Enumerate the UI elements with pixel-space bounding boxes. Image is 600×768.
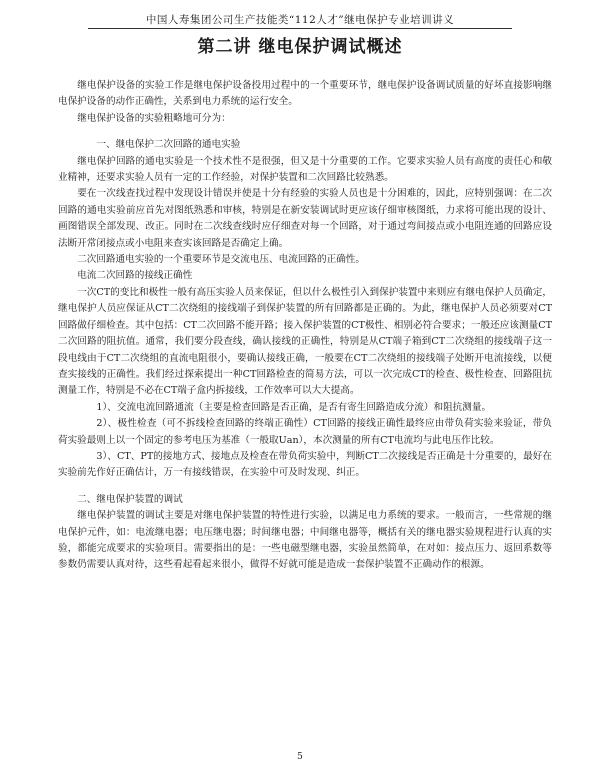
- body-text: [58, 78, 552, 574]
- paragraph: 一次CT的变比和极性一般有高压实验人员来保证，但以什么极性引入到保护装置中来则应有继电保护人员确定，继电保护人员应保证从CT二次绕组的接线端子到保护装置的所有回路都是正确的。为此，继电保护人员必须要对CT回路做仔细检查。其中包括：CT二次回路不能开路；接入保护装置的CT极性、相别必符合要求；一般还应该测量CT二次回路的阻抗值。通常，我们要分段查线，确认接线的正确性，特别是从CT端子箱到CT二次绕组的接线端子这一段电线由于CT二次绕组的直流电阻很小，要确认接线正确，一般要在CT二次绕组的接线端子处断开电流接线，以便查实接线的正确性。我们经过探索提出一种CT回路检查的简易方法，可以一次完成CT的检查、极性检查、回路阻抗测量工作，特别是不必在CT端子盒内拆接线，工作效率可以大大提高。: [58, 286, 552, 397]
- list-item: 1）、交流电流回路通流（主要是检查回路是否正确，是否有寄生回路造成分流）和阻抗测量。: [96, 401, 492, 413]
- page-title: 第二讲 继电保护调试概述: [197, 37, 403, 57]
- paragraph: 二次回路通电实验的一个重要环节是交流电压、电流回路的正确性。: [77, 254, 365, 266]
- subheading: 电流二次回路的接线正确性: [77, 270, 193, 282]
- intro-paragraph: 继电保护设备的实验粗略地可分为：: [77, 112, 231, 124]
- paragraph: 要在一次线查找过程中发现设计错误并使是十分有经验的实验人员也是十分困难的，因此，应特别强调：在二次回路的通电实验前应首先对图纸熟悉和审核，特别是在新安装调试时更应该仔细审核图纸，力求将可能出现的设计、画图错误全部发现、改正。同时在二次线查线时应仔细查对每一个回路，对于通过弯间接点或小电阻连通的回路应设法断开常闭接点或小电阻来查实该回路是否确定上确。: [58, 188, 552, 249]
- list-item: 3）、CT、PT的接地方式、接地点及检查在带负荷实验中，判断CT二次接线是否正确是十分重要的，最好在实验前先作好正确估计，万一有接线错误，在实验中可及时发现、纠正。: [58, 450, 552, 479]
- section-heading: 一、继电保护二次回路的通电实验: [96, 139, 241, 151]
- paragraph: 继电保护回路的通电实验是一个技术性不是很强，但又是十分重要的工作。它要求实验人员有高度的责任心和敬业精神，还要求实验人员有一定的工作经验，对保护装置和二次回路比较熟悉。: [58, 155, 552, 184]
- header-rule: [88, 28, 512, 29]
- page-number: 5: [297, 752, 303, 762]
- section-heading: 二、继电保护装置的调试: [77, 493, 183, 505]
- intro-paragraph: 继电保护设备的实验工作是继电保护设备投用过程中的一个重要环节，继电保护设备调试质量的好坏直接影响继电保护设备的动作正确性，关系到电力系统的运行安全。: [58, 80, 552, 108]
- list-item: 2）、极性检查（可不拆线检查回路的终端正确性）CT回路的接线正确性最终应由带负荷实验来验证，带负荷实验最则上以一个固定的参考电压为基准（一般取Uan），本次测量的所有CT电流均与此电压作比较。: [58, 418, 552, 446]
- running-header: 中国人寿集团公司生产技能类“112人才”继电保护专业培训讲义: [145, 14, 455, 26]
- paragraph: 继电保护装置的调试主要是对继电保护装置的特性进行实验，以满足电力系统的要求。一般而言，一些常规的继电保护元件，如：电流继电器；电压继电器；时间继电器；中间继电器等，概括有关的继电器实验规程进行认真的实验，都能完成要求的实验项目。需要指出的是：一些电磁型继电器，实验虽然简单，在对如：接点压力、返回系数等参数仍需要认真对待，这些看起看起来很小，做得不好就可能是造成一套保护装置不正确动作的根源。: [58, 510, 552, 571]
